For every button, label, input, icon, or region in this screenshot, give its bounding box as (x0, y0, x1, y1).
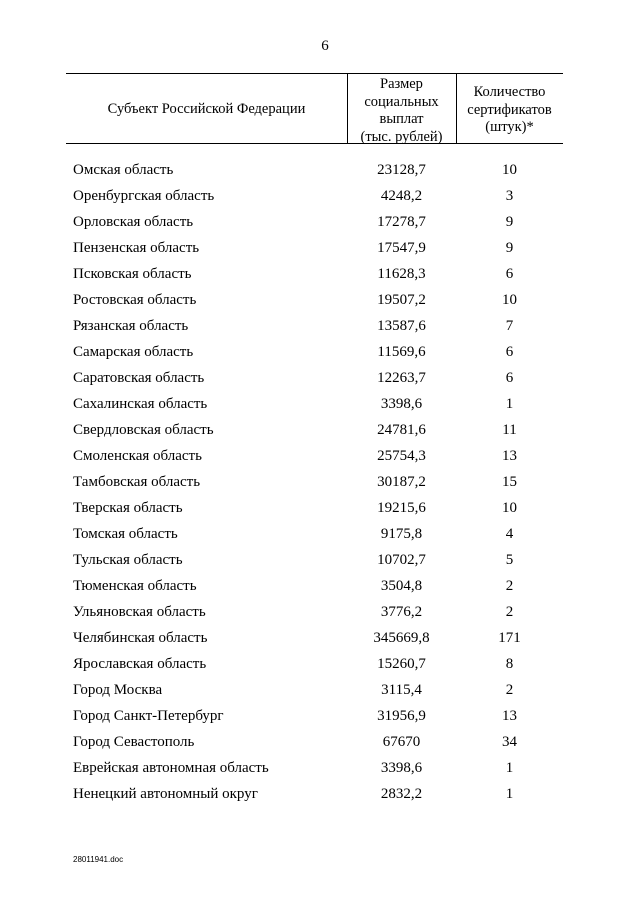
payment-cell: 4248,2 (380, 188, 423, 204)
payment-cell: 3115,4 (381, 682, 422, 698)
header-count-line: Количество (473, 84, 546, 100)
table-row (0, 757, 640, 783)
table-row (0, 471, 640, 497)
header-count-line: сертификатов (467, 101, 552, 118)
table-row (0, 419, 640, 445)
count-cell: 6 (505, 266, 514, 282)
header-count-line: (штук)* (485, 119, 534, 135)
payment-cell: 3398,6 (380, 760, 423, 776)
subject-cell: Самарская область (73, 344, 194, 360)
payment-cell: 3504,8 (380, 578, 423, 594)
count-cell: 10 (502, 292, 517, 308)
subject-cell: Тульская область (73, 552, 183, 568)
payment-cell: 3776,2 (380, 604, 423, 620)
header-payment-line: Размер (380, 76, 423, 92)
count-cell: 7 (505, 318, 514, 334)
table-row (0, 783, 640, 809)
payment-cell: 345669,8 (373, 630, 430, 646)
count-cell: 1 (505, 786, 514, 802)
subject-cell: Еврейская автономная область (73, 760, 269, 776)
payment-cell: 17278,7 (377, 214, 426, 230)
count-cell: 2 (505, 604, 514, 620)
table-row (0, 367, 640, 393)
payment-cell: 19507,2 (377, 292, 426, 308)
payment-cell: 9175,8 (380, 526, 423, 542)
table-row (0, 679, 640, 705)
subject-cell: Саратовская область (73, 370, 205, 386)
subject-cell: Пензенская область (73, 240, 200, 256)
count-cell: 4 (505, 526, 514, 542)
table-row (0, 627, 640, 653)
payment-cell: 24781,6 (377, 422, 426, 438)
subject-cell: Рязанская область (73, 318, 189, 334)
subject-cell: Орловская область (73, 214, 194, 230)
subject-cell: Тюменская область (73, 578, 197, 594)
count-cell: 9 (505, 214, 514, 230)
header-payment (347, 76, 456, 146)
table-body (0, 159, 640, 809)
table-row (0, 549, 640, 575)
table-row (0, 653, 640, 679)
table-row (0, 159, 640, 185)
payment-cell: 15260,7 (377, 656, 426, 672)
header-count (456, 84, 563, 137)
subject-cell: Ульяновская область (73, 604, 206, 620)
subject-cell: Ненецкий автономный округ (73, 786, 258, 802)
payment-cell: 11628,3 (377, 266, 426, 282)
subject-cell: Город Москва (73, 682, 163, 698)
count-cell: 11 (502, 422, 517, 438)
table-row (0, 445, 640, 471)
count-cell: 2 (505, 682, 514, 698)
subject-cell: Челябинская область (73, 630, 208, 646)
table-header-bottom-rule (66, 143, 563, 144)
payment-cell: 2832,2 (380, 786, 423, 802)
header-payment-line: выплат (379, 111, 424, 127)
subject-cell: Город Севастополь (73, 734, 195, 750)
payment-cell: 13587,6 (377, 318, 426, 334)
count-cell: 5 (505, 552, 514, 568)
table-row (0, 705, 640, 731)
table-row (0, 393, 640, 419)
payment-cell: 17547,9 (377, 240, 426, 256)
count-cell: 1 (505, 760, 514, 776)
table-row (0, 601, 640, 627)
count-cell: 8 (505, 656, 514, 672)
payment-cell: 30187,2 (377, 474, 426, 490)
payment-cell: 23128,7 (377, 162, 426, 178)
table-row (0, 575, 640, 601)
payment-cell: 25754,3 (377, 448, 426, 464)
count-cell: 6 (505, 370, 514, 386)
count-cell: 2 (505, 578, 514, 594)
table-row (0, 315, 640, 341)
count-cell: 3 (505, 188, 514, 204)
table-row (0, 263, 640, 289)
subject-cell: Сахалинская область (73, 396, 208, 412)
count-cell: 13 (502, 448, 517, 464)
header-payment-line: (тыс. рублей) (360, 128, 443, 145)
count-cell: 171 (498, 630, 521, 646)
subject-cell: Омская область (73, 162, 174, 178)
count-cell: 10 (502, 500, 517, 516)
count-cell: 1 (505, 396, 514, 412)
count-cell: 13 (502, 708, 517, 724)
subject-cell: Свердловская область (73, 422, 214, 438)
table-top-rule (66, 73, 563, 74)
header-payment-line: социальных (364, 93, 439, 110)
table-row (0, 289, 640, 315)
subject-cell: Тамбовская область (73, 474, 201, 490)
count-cell: 6 (505, 344, 514, 360)
document-filename: 28011941.doc (73, 855, 124, 864)
table-row (0, 497, 640, 523)
subject-cell: Ярославская область (73, 656, 207, 672)
payment-cell: 67670 (382, 734, 421, 750)
table-row (0, 237, 640, 263)
subject-cell: Томская область (73, 526, 178, 542)
count-cell: 15 (502, 474, 517, 490)
subject-cell: Оренбургская область (73, 188, 215, 204)
payment-cell: 11569,6 (377, 344, 426, 360)
count-cell: 34 (502, 734, 517, 750)
count-cell: 10 (502, 162, 517, 178)
subject-cell: Смоленская область (73, 448, 202, 464)
subject-cell: Псковская область (73, 266, 192, 282)
table-row (0, 731, 640, 757)
payment-cell: 19215,6 (377, 500, 426, 516)
subject-cell: Ростовская область (73, 292, 197, 308)
payment-cell: 31956,9 (377, 708, 426, 724)
count-cell: 9 (505, 240, 514, 256)
page-number: 6 (321, 38, 329, 54)
payment-cell: 12263,7 (377, 370, 426, 386)
table-row (0, 211, 640, 237)
payment-cell: 3398,6 (380, 396, 423, 412)
table-row (0, 523, 640, 549)
subject-cell: Тверская область (73, 500, 183, 516)
subject-cell: Город Санкт-Петербург (73, 708, 224, 724)
header-subject: Субъект Российской Федерации (107, 101, 306, 117)
table-row (0, 185, 640, 211)
payment-cell: 10702,7 (377, 552, 426, 568)
table-row (0, 341, 640, 367)
